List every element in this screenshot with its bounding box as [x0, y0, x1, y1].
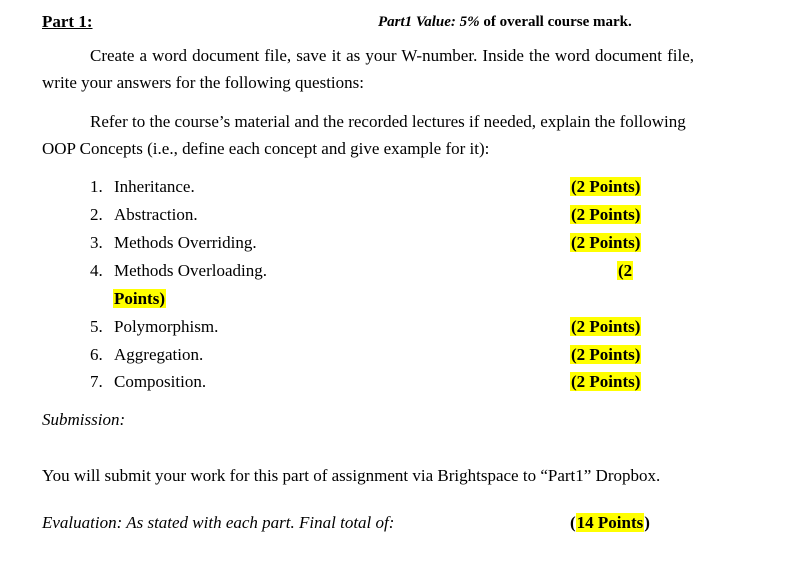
points-badge: (2 Points) — [571, 177, 641, 196]
points-badge: (2 Points) — [571, 317, 641, 336]
list-item-label: Aggregation. — [114, 345, 204, 364]
list-item-number: 2. — [90, 205, 103, 224]
list-item-number: 3. — [90, 233, 103, 252]
points-badge: (2 Points) — [571, 205, 641, 224]
evaluation-label: Evaluation: As stated with each part. Final total of: — [42, 513, 395, 532]
total-points-badge: 14 Points — [576, 513, 644, 532]
list-item-number: 5. — [90, 317, 103, 336]
points-badge-part2: Points) — [114, 289, 165, 308]
list-item-number: 6. — [90, 345, 103, 364]
list-item-label: Methods Overriding. — [114, 233, 257, 252]
points-badge: (2 Points) — [571, 233, 641, 252]
intro-paragraph-1: Create a word document file, save it as your W-number. Inside the word document file, write your answers for the following questions: — [42, 46, 694, 92]
part-value-prefix: Part1 Value: 5% — [378, 14, 480, 30]
points-badge-part1: (2 — [618, 261, 633, 280]
part-value-suffix: of overall course mark. — [479, 14, 632, 30]
list-item-label: Composition. — [114, 372, 207, 391]
submission-text: You will submit your work for this part of assignment via Brightspace to “Part1” Dropbox. — [42, 466, 661, 485]
list-item-label: Abstraction. — [114, 205, 198, 224]
list-item-label: Polymorphism. — [114, 317, 219, 336]
list-item-label: Inheritance. — [114, 177, 195, 196]
submission-label: Submission: — [42, 410, 126, 429]
list-item-number: 4. — [90, 261, 103, 280]
total-points — [570, 513, 650, 533]
part-value — [378, 14, 632, 31]
total-close-paren: ) — [644, 513, 650, 532]
total-open-paren: ( — [570, 513, 576, 532]
points-badge: (2 Points) — [571, 345, 641, 364]
list-item-number: 7. — [90, 372, 103, 391]
list-item-label: Methods Overloading. — [114, 261, 267, 280]
points-badge: (2 Points) — [571, 372, 641, 391]
part-title: Part 1: — [42, 12, 93, 31]
intro-paragraph-2: Refer to the course’s material and the recorded lectures if needed, explain the following OOP Concepts (i.e., define each concept and give example for it): — [42, 112, 686, 158]
list-item-number: 1. — [90, 177, 103, 196]
